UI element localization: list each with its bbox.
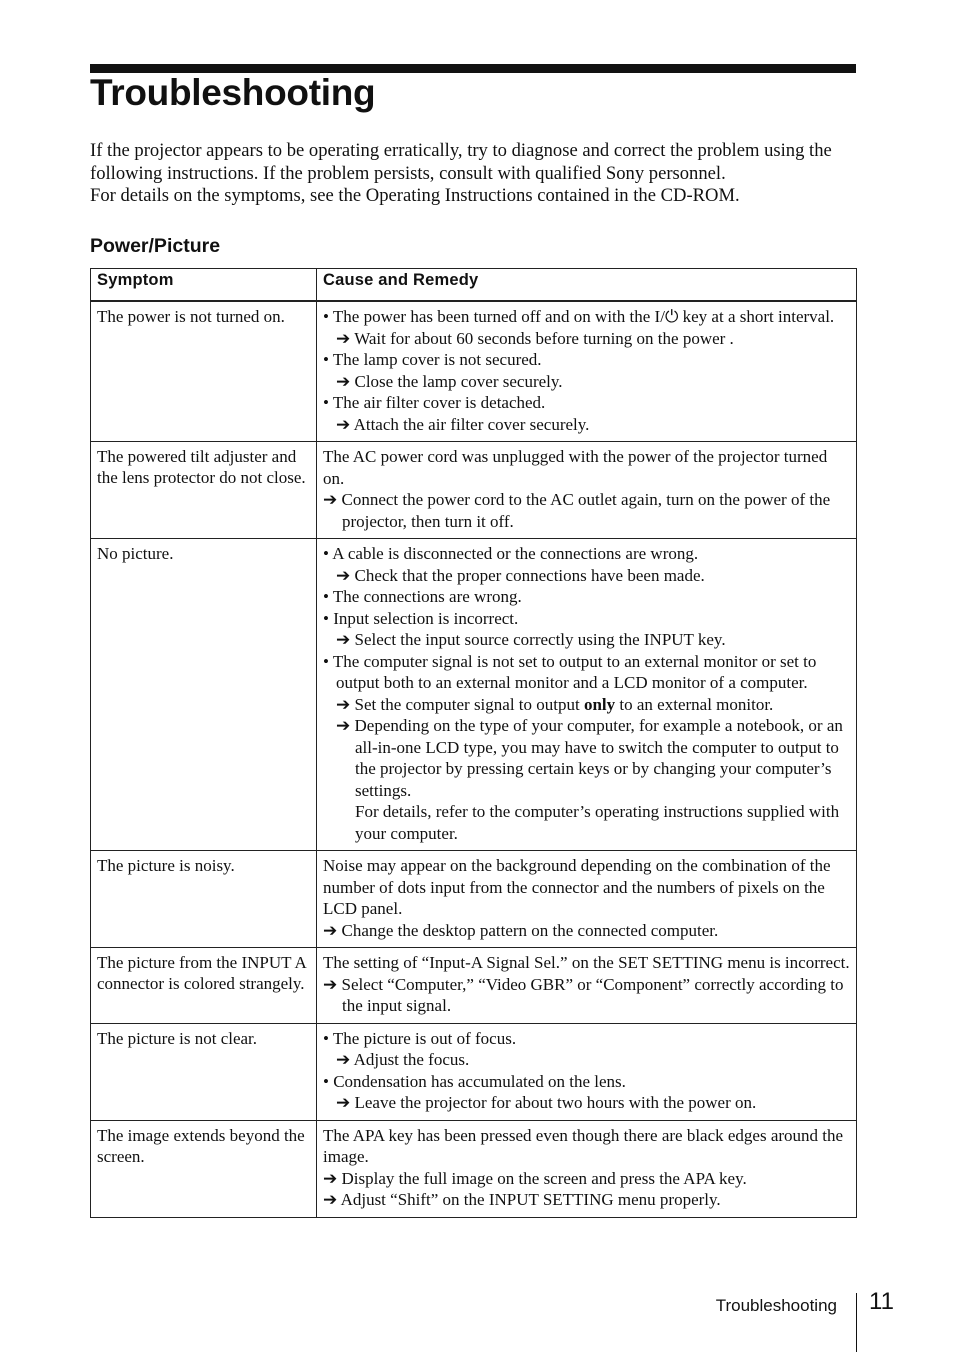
arrow-icon: ➔: [323, 1190, 341, 1209]
arrow-icon: ➔: [323, 490, 342, 509]
remedy-arrow-item: [323, 974, 850, 1017]
table-row: [91, 1023, 857, 1120]
cause-bullet-item: [323, 392, 850, 414]
line-text: The power has been turned off and on with the I/⏻ key at a short interval.: [332, 307, 835, 326]
line-text: A cable is disconnected or the connections are wrong.: [332, 544, 699, 563]
arrow-icon: ➔: [336, 716, 355, 735]
arrow-icon: ➔: [336, 630, 355, 649]
remedy-arrow-item: [323, 414, 850, 436]
remedy-cell: [317, 851, 857, 948]
cause-bullet-item: [323, 1028, 850, 1050]
cause-text: [323, 446, 850, 489]
page-number: 11: [869, 1288, 894, 1315]
line-text: The lamp cover is not secured.: [332, 350, 542, 369]
bullet-marker: •: [323, 587, 333, 606]
cause-bullet-item: [323, 651, 850, 694]
line-text: Input selection is incorrect.: [333, 608, 519, 628]
symptom-cell: The powered tilt adjuster and the lens protector do not close.: [91, 442, 317, 539]
table-row: [91, 851, 857, 948]
footer-divider: [856, 1293, 857, 1352]
line-text: Adjust the focus.: [353, 1050, 470, 1069]
table-row: [91, 301, 857, 442]
line-text: Check that the proper connections have been made.: [354, 565, 705, 585]
bullet-marker: •: [323, 350, 333, 369]
table-row: [91, 948, 857, 1024]
arrow-icon: ➔: [336, 328, 355, 348]
arrow-icon: ➔: [336, 565, 355, 585]
header-cause-remedy: Cause and Remedy: [317, 269, 857, 302]
line-text: The setting of “Input-A Signal Sel.” on the SET SETTING menu is incorrect.: [323, 953, 850, 972]
cause-bullet-item: [323, 349, 850, 371]
remedy-cell: [317, 1120, 857, 1217]
line-text: The connections are wrong.: [332, 587, 522, 606]
symptom-cell: The picture is not clear.: [91, 1023, 317, 1120]
remedy-arrow-item: [323, 371, 850, 393]
remedy-arrow-item: [323, 629, 850, 651]
line-text: Select the input source correctly using the INPUT key.: [354, 630, 726, 649]
remedy-arrow-item: [323, 489, 850, 532]
arrow-icon: ➔: [336, 414, 354, 434]
remedy-arrow-item: [323, 1189, 850, 1211]
cause-bullet-item: [323, 608, 850, 630]
intro-paragraph: For details on the symptoms, see the Operating Instructions contained in the CD-ROM.: [90, 185, 740, 206]
symptom-cell: No picture.: [91, 539, 317, 851]
remedy-text: Set the computer signal to output: [354, 694, 584, 714]
remedy-arrow-item: [323, 1092, 850, 1114]
line-text: Wait for about 60 seconds before turning on the power .: [354, 328, 734, 348]
remedy-cell: [317, 539, 857, 851]
page-title: Troubleshooting: [90, 72, 376, 113]
arrow-icon: ➔: [323, 974, 342, 994]
symptom-cell: The image extends beyond the screen.: [91, 1120, 317, 1217]
line-text: Noise may appear on the background depending on the combination of the number of dots input from the connector and the numbers of pixels on the LCD panel.: [323, 856, 831, 918]
remedy-note: [323, 801, 850, 844]
table-row: [91, 442, 857, 539]
remedy-text: to an external monitor.: [615, 694, 774, 714]
bullet-marker: •: [323, 651, 333, 671]
line-text: The APA key has been pressed even though there are black edges around the image.: [323, 1125, 844, 1166]
line-text: The air filter cover is detached.: [332, 393, 546, 412]
table-header-row: [91, 269, 857, 302]
arrow-icon: ➔: [323, 1168, 342, 1188]
remedy-cell: [317, 948, 857, 1024]
symptom-cell: The picture is noisy.: [91, 851, 317, 948]
section-title: Power/Picture: [90, 235, 221, 257]
line-text: For details, refer to the computer’s operating instructions supplied with your computer.: [355, 802, 840, 843]
bullet-marker: •: [323, 608, 334, 628]
line-text: Close the lamp cover securely.: [354, 371, 563, 391]
arrow-icon: ➔: [336, 371, 355, 391]
remedy-arrow-item: [323, 1168, 850, 1190]
line-text: Display the full image on the screen and press the APA key.: [341, 1168, 747, 1188]
bullet-marker: •: [323, 1028, 333, 1048]
remedy-cell: [317, 442, 857, 539]
cause-text: [323, 1125, 850, 1168]
intro-text: [90, 140, 860, 208]
line-text: Connect the power cord to the AC outlet again, turn on the power of the projector, then turn it off.: [341, 490, 831, 531]
line-text: Condensation has accumulated on the lens.: [333, 1071, 626, 1091]
line-text: The picture is out of focus.: [332, 1028, 517, 1048]
symptom-cell: The power is not turned on.: [91, 301, 317, 442]
troubleshooting-table: [90, 268, 857, 1218]
symptom-cell: The picture from the INPUT A connector is colored strangely.: [91, 948, 317, 1024]
arrow-icon: ➔: [323, 920, 342, 940]
cause-bullet-item: [323, 586, 850, 608]
bullet-marker: •: [323, 544, 333, 563]
arrow-icon: ➔: [336, 1050, 354, 1069]
cause-text: [323, 855, 850, 920]
remedy-cell: [317, 1023, 857, 1120]
table-row: [91, 539, 857, 851]
remedy-arrow-item: [323, 920, 850, 942]
remedy-arrow-item: [323, 694, 850, 716]
remedy-arrow-item: [323, 565, 850, 587]
cause-bullet-item: [323, 543, 850, 565]
bullet-marker: •: [323, 393, 333, 412]
arrow-icon: ➔: [336, 1093, 355, 1112]
emphasis-text: only: [583, 694, 616, 714]
remedy-arrow-item: [323, 328, 850, 350]
cause-bullet-item: [323, 1071, 850, 1093]
bullet-marker: •: [323, 307, 333, 326]
line-text: The computer signal is not set to output to an external monitor or set to output both to an external monitor and a LCD monitor of a computer.: [332, 651, 817, 692]
line-text: Adjust “Shift” on the INPUT SETTING menu properly.: [340, 1190, 721, 1209]
line-text: Depending on the type of your computer, for example a notebook, or an all-in-one LCD type, you may have to switch the computer to output to the projector by pressing certain keys or by changing your computer’s settings.: [354, 716, 843, 800]
line-text: Leave the projector for about two hours with the power on.: [354, 1093, 757, 1112]
remedy-arrow-item: [323, 1049, 850, 1071]
line-text: The AC power cord was unplugged with the power of the projector turned on.: [323, 447, 828, 488]
table-row: [91, 1120, 857, 1217]
intro-paragraph: If the projector appears to be operating erratically, try to diagnose and correct the problem using the following instructions. If the problem persists, consult with qualified Sony personnel.: [90, 140, 832, 184]
line-text: Attach the air filter cover securely.: [353, 414, 590, 434]
cause-bullet-item: [323, 306, 850, 328]
cause-text: [323, 952, 850, 974]
line-text: Change the desktop pattern on the connected computer.: [341, 920, 719, 940]
header-symptom: Symptom: [91, 269, 317, 302]
remedy-cell: [317, 301, 857, 442]
remedy-arrow-item: [323, 715, 850, 801]
bullet-marker: •: [323, 1071, 334, 1091]
arrow-icon: ➔: [336, 694, 355, 714]
line-text: Select “Computer,” “Video GBR” or “Component” correctly according to the input signal.: [341, 974, 844, 1015]
footer-section-label: Troubleshooting: [715, 1296, 837, 1315]
